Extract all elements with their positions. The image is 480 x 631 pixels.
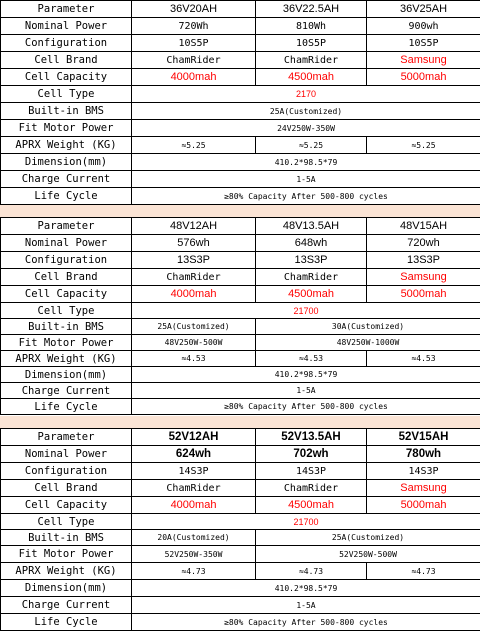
model-name: 48V13.5AH	[256, 218, 367, 235]
table-row	[1, 530, 480, 546]
model-name: 36V22.5AH	[256, 1, 367, 18]
life-value: ≥80% Capacity After 500-800 cycles	[132, 399, 480, 415]
capacity-value: 4500mah	[256, 69, 367, 86]
row-label-nominal-power: Nominal Power	[1, 446, 132, 463]
row-label-cell-capacity: Cell Capacity	[1, 286, 132, 303]
spec-table-36v	[0, 0, 480, 205]
brand-value: ChamRider	[132, 52, 256, 69]
weight-value: ≈4.53	[132, 351, 256, 367]
bms-value: 25A(Customized)	[132, 319, 256, 335]
motor-value: 52V250W-500W	[256, 546, 480, 563]
row-label-configuration: Configuration	[1, 35, 132, 52]
table-row	[1, 69, 480, 86]
table-row	[1, 497, 480, 514]
config-value: 10S5P	[367, 35, 480, 52]
weight-value: ≈4.53	[256, 351, 367, 367]
weight-value: ≈5.25	[256, 137, 367, 154]
row-label-motor: Fit Motor Power	[1, 335, 132, 351]
model-name: 48V12AH	[132, 218, 256, 235]
row-label-weight: APRX Weight (KG)	[1, 137, 132, 154]
row-label-bms: Built-in BMS	[1, 319, 132, 335]
brand-value: ChamRider	[256, 269, 367, 286]
table-row	[1, 120, 480, 137]
table-row	[1, 137, 480, 154]
table-row	[1, 367, 480, 383]
weight-value: ≈4.73	[367, 563, 480, 580]
table-row	[1, 351, 480, 367]
row-label-life: Life Cycle	[1, 614, 132, 631]
row-label-parameter: Parameter	[1, 1, 132, 18]
motor-value: 48V250W-500W	[132, 335, 256, 351]
table-row	[1, 103, 480, 120]
table-row	[1, 614, 480, 631]
cell-type-value: 21700	[132, 303, 480, 319]
weight-value: ≈5.25	[132, 137, 256, 154]
row-label-cell-type: Cell Type	[1, 514, 132, 530]
spec-table-48v	[0, 217, 480, 415]
table-row	[1, 480, 480, 497]
brand-value: ChamRider	[256, 52, 367, 69]
row-label-nominal-power: Nominal Power	[1, 18, 132, 35]
table-row	[1, 446, 480, 463]
life-value: ≥80% Capacity After 500-800 cycles	[132, 188, 480, 205]
row-label-dimension: Dimension(mm)	[1, 367, 132, 383]
row-label-parameter: Parameter	[1, 429, 132, 446]
power-value: 624wh	[132, 446, 256, 463]
row-label-parameter: Parameter	[1, 218, 132, 235]
charge-value: 1-5A	[132, 383, 480, 399]
table-row	[1, 269, 480, 286]
config-value: 10S5P	[256, 35, 367, 52]
cell-type-value: 2170	[132, 86, 480, 103]
table-row	[1, 580, 480, 597]
table-row	[1, 383, 480, 399]
row-label-cell-capacity: Cell Capacity	[1, 69, 132, 86]
row-label-weight: APRX Weight (KG)	[1, 563, 132, 580]
capacity-value: 5000mah	[367, 497, 480, 514]
row-label-bms: Built-in BMS	[1, 530, 132, 546]
capacity-value: 4500mah	[256, 497, 367, 514]
bms-value: 25A(Customized)	[256, 530, 480, 546]
life-value: ≥80% Capacity After 500-800 cycles	[132, 614, 480, 631]
motor-value: 48V250W-1000W	[256, 335, 480, 351]
dimension-value: 410.2*98.5*79	[132, 154, 480, 171]
table-row	[1, 218, 480, 235]
brand-value-highlight: Samsung	[367, 269, 480, 286]
table-row	[1, 399, 480, 415]
table-row	[1, 463, 480, 480]
row-label-charge: Charge Current	[1, 171, 132, 188]
table-row	[1, 86, 480, 103]
charge-value: 1-5A	[132, 171, 480, 188]
row-label-cell-type: Cell Type	[1, 303, 132, 319]
bms-value: 30A(Customized)	[256, 319, 480, 335]
row-label-configuration: Configuration	[1, 463, 132, 480]
power-value: 720wh	[367, 235, 480, 252]
row-label-nominal-power: Nominal Power	[1, 235, 132, 252]
capacity-value: 4000mah	[132, 69, 256, 86]
row-label-cell-brand: Cell Brand	[1, 269, 132, 286]
config-value: 14S3P	[256, 463, 367, 480]
motor-value: 52V250W-350W	[132, 546, 256, 563]
table-row	[1, 35, 480, 52]
capacity-value: 5000mah	[367, 286, 480, 303]
weight-value: ≈4.73	[256, 563, 367, 580]
row-label-bms: Built-in BMS	[1, 103, 132, 120]
row-label-motor: Fit Motor Power	[1, 120, 132, 137]
table-row	[1, 1, 480, 18]
row-label-charge: Charge Current	[1, 597, 132, 614]
row-label-cell-capacity: Cell Capacity	[1, 497, 132, 514]
capacity-value: 5000mah	[367, 69, 480, 86]
table-row	[1, 429, 480, 446]
row-label-motor: Fit Motor Power	[1, 546, 132, 563]
table-row	[1, 335, 480, 351]
table-row	[1, 188, 480, 205]
brand-value: ChamRider	[132, 269, 256, 286]
bms-value: 20A(Customized)	[132, 530, 256, 546]
capacity-value: 4500mah	[256, 286, 367, 303]
row-label-cell-brand: Cell Brand	[1, 52, 132, 69]
row-label-weight: APRX Weight (KG)	[1, 351, 132, 367]
capacity-value: 4000mah	[132, 286, 256, 303]
config-value: 14S3P	[367, 463, 480, 480]
power-value: 648wh	[256, 235, 367, 252]
power-value: 780wh	[367, 446, 480, 463]
model-name: 52V12AH	[132, 429, 256, 446]
brand-value-highlight: Samsung	[367, 52, 480, 69]
row-label-configuration: Configuration	[1, 252, 132, 269]
power-value: 702wh	[256, 446, 367, 463]
bms-value: 25A(Customized)	[132, 103, 480, 120]
row-label-cell-type: Cell Type	[1, 86, 132, 103]
weight-value: ≈4.73	[132, 563, 256, 580]
capacity-value: 4000mah	[132, 497, 256, 514]
power-value: 900wh	[367, 18, 480, 35]
table-row	[1, 563, 480, 580]
model-name: 36V25AH	[367, 1, 480, 18]
charge-value: 1-5A	[132, 597, 480, 614]
model-name: 36V20AH	[132, 1, 256, 18]
weight-value: ≈5.25	[367, 137, 480, 154]
table-row	[1, 514, 480, 530]
config-value: 13S3P	[256, 252, 367, 269]
dimension-value: 410.2*98.5*79	[132, 367, 480, 383]
brand-value: ChamRider	[132, 480, 256, 497]
brand-value-highlight: Samsung	[367, 480, 480, 497]
table-row	[1, 18, 480, 35]
spec-table-52v	[0, 428, 480, 631]
model-name: 48V15AH	[367, 218, 480, 235]
power-value: 576wh	[132, 235, 256, 252]
row-label-life: Life Cycle	[1, 399, 132, 415]
motor-value: 24V250W-350W	[132, 120, 480, 137]
config-value: 10S5P	[132, 35, 256, 52]
table-row	[1, 286, 480, 303]
table-row	[1, 319, 480, 335]
config-value: 13S3P	[367, 252, 480, 269]
power-value: 720Wh	[132, 18, 256, 35]
row-label-dimension: Dimension(mm)	[1, 580, 132, 597]
table-row	[1, 597, 480, 614]
row-label-life: Life Cycle	[1, 188, 132, 205]
table-row	[1, 235, 480, 252]
table-row	[1, 546, 480, 563]
brand-value: ChamRider	[256, 480, 367, 497]
table-row	[1, 303, 480, 319]
dimension-value: 410.2*98.5*79	[132, 580, 480, 597]
config-value: 13S3P	[132, 252, 256, 269]
row-label-dimension: Dimension(mm)	[1, 154, 132, 171]
table-row	[1, 52, 480, 69]
power-value: 810Wh	[256, 18, 367, 35]
row-label-cell-brand: Cell Brand	[1, 480, 132, 497]
table-row	[1, 252, 480, 269]
table-row	[1, 171, 480, 188]
model-name: 52V13.5AH	[256, 429, 367, 446]
model-name: 52V15AH	[367, 429, 480, 446]
config-value: 14S3P	[132, 463, 256, 480]
weight-value: ≈4.53	[367, 351, 480, 367]
cell-type-value: 21700	[132, 514, 480, 530]
row-label-charge: Charge Current	[1, 383, 132, 399]
table-row	[1, 154, 480, 171]
